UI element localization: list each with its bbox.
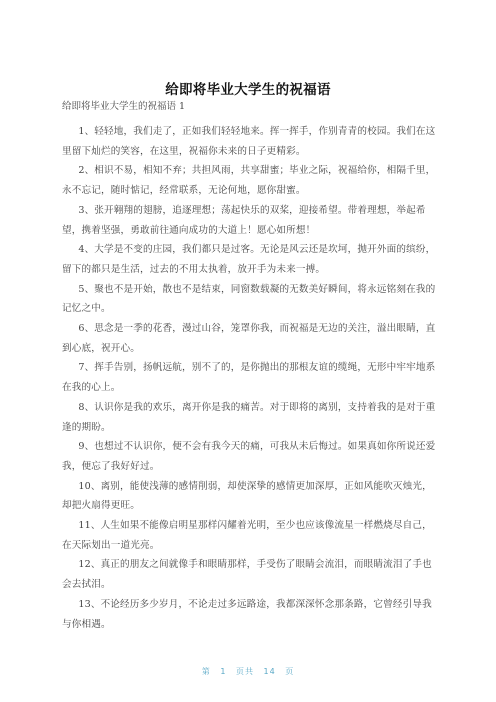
paragraph: 2、相识不易，相知不弃；共担风雨，共享甜蜜；毕业之际，祝福给你，相隔千里，永不忘记，随时惦记，经常联系，无论何地，愿你甜蜜。 <box>62 165 436 197</box>
paragraph: 6、思念是一季的花香，漫过山谷，笼罩你我，而祝福是无边的关注，溢出眼睛，直到心底，祝开心。 <box>62 323 436 354</box>
page-label-prefix: 第 <box>201 667 211 676</box>
document-subtitle: 给即将毕业大学生的祝福语 1 <box>62 101 186 112</box>
paragraph: 10、离别，能使浅薄的感情削弱，却使深挚的感情更加深厚，正如风能吹灭烛光，却把火扇得更旺。 <box>62 480 432 512</box>
paragraph: 12、真正的朋友之间就像手和眼睛那样，手受伤了眼睛会流泪，而眼睛流泪了手也会去拭泪。 <box>62 559 432 591</box>
page-number: 1 <box>220 667 227 676</box>
paragraph: 13、不论经历多少岁月，不论走过多远路途，我都深深怀念那条路，它曾经引导我与你相遇。 <box>62 598 432 630</box>
paragraph: 7、挥手告别，扬帆远航，别不了的，是你抛出的那根友谊的缆绳，无形中牢牢地系在我的心上。 <box>62 362 436 394</box>
paragraph: 9、也想过不认识你，便不会有我今天的痛，可我从未后悔过。如果真如你所说还爱我，便忘了我好好过。 <box>62 441 436 472</box>
total-pages: 14 <box>263 667 276 676</box>
paragraph: 4、大学是不变的庄园，我们都只是过客。无论是风云还是坎坷，抛开外面的缤纷，留下的都只是生活，过去的不用太执着，放开手为未来一搏。 <box>62 244 436 275</box>
document-body <box>62 122 436 634</box>
page-footer <box>0 666 496 677</box>
paragraph: 8、认识你是我的欢乐，离开你是我的痛苦。对于即将的离别，支持着我的是对于重逢的期盼。 <box>62 401 436 433</box>
paragraph: 11、人生如果不能像启明星那样闪耀着光明，至少也应该像流星一样燃烧尽自己，在天际划出一道光亮。 <box>62 520 432 551</box>
paragraph: 5、聚也不是开始，散也不是结束，同窗数载凝的无数美好瞬间，将永远铭刻在我的记忆之中。 <box>62 283 436 315</box>
page-label-mid: 页共 <box>235 667 254 676</box>
document-title: 给即将毕业大学生的祝福语 <box>165 82 331 98</box>
paragraph: 3、张开翱翔的翅膀，追逐理想；荡起快乐的双桨，迎接希望。带着理想，举起希望，携着坚强，勇敢前往通向成功的大道上！愿心如所想！ <box>62 204 426 236</box>
page-label-suffix: 页 <box>285 667 295 676</box>
paragraph: 1、轻轻地，我们走了，正如我们轻轻地来。挥一挥手，作别青青的校园。我们在这里留下灿烂的笑容，在这里，祝福你未来的日子更精彩。 <box>62 126 436 157</box>
